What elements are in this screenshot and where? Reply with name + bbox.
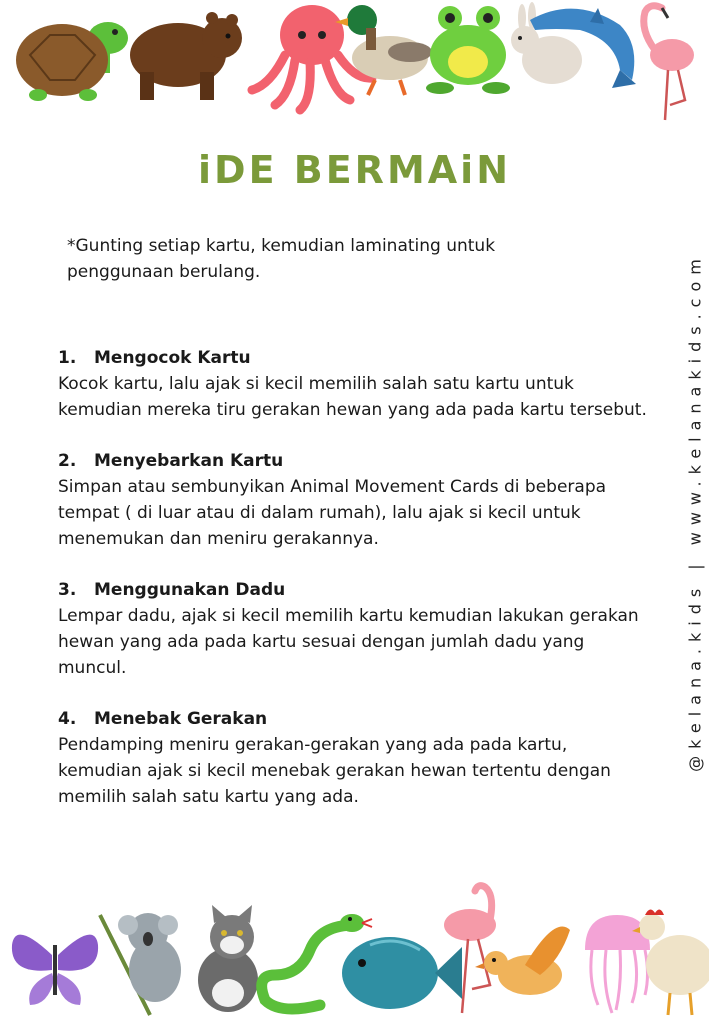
item-number: 3. [58,580,77,600]
item-title: Mengocok Kartu [94,348,251,368]
item-heading [58,706,648,732]
flamingo-icon [444,886,496,1013]
chicken-icon [632,909,709,1015]
item-title: Menggunakan Dadu [94,580,286,600]
cat-icon [198,905,258,1012]
top-animal-illustrations [0,0,709,135]
item-description: Kocok kartu, lalu ajak si kecil memilih salah satu kartu untuk kemudian mereka tiru gerakan hewan yang ada pada kartu tersebut. [58,374,647,420]
duck-icon [335,5,432,95]
list-item [58,577,648,681]
bear-icon [130,12,242,100]
koala-icon [100,913,181,1015]
flamingo-icon [644,6,694,120]
bottom-animal-illustrations [0,875,709,1024]
lamination-note: *Gunting setiap kartu, kemudian laminating untuk penggunaan berulang. [67,236,496,282]
side-contact-text: @kelana.kids | www.kelanakids.com [685,252,705,772]
list-item [58,706,648,810]
item-description: Simpan atau sembunyikan Animal Movement Cards di beberapa tempat ( di luar atau di dalam rumah), lalu ajak si kecil untuk menemukan dan meniru gerakannya. [58,477,607,549]
butterfly-icon [12,935,98,1005]
item-number: 4. [58,709,77,729]
item-description: Lempar dadu, ajak si kecil memilih kartu kemudian lakukan gerakan hewan yang ada pada kartu sesuai dengan jumlah dadu yang muncul. [58,606,639,678]
item-title: Menebak Gerakan [94,709,268,729]
item-heading [58,577,648,603]
page-title: iDE BERMAiN [198,148,511,192]
item-heading [58,345,648,371]
item-description: Pendamping meniru gerakan-gerakan yang ada pada kartu, kemudian ajak si kecil menebak gerakan hewan tertentu dengan memilih salah satu kartu yang ada. [58,735,611,807]
list-item [58,345,648,423]
item-title: Menyebarkan Kartu [94,451,284,471]
fish-icon [342,937,462,1009]
item-heading [58,448,648,474]
turtle-icon [16,22,128,101]
item-number: 2. [58,451,77,471]
list-item [58,448,648,552]
frog-icon [426,6,510,94]
item-number: 1. [58,348,77,368]
instruction-list [58,345,648,835]
